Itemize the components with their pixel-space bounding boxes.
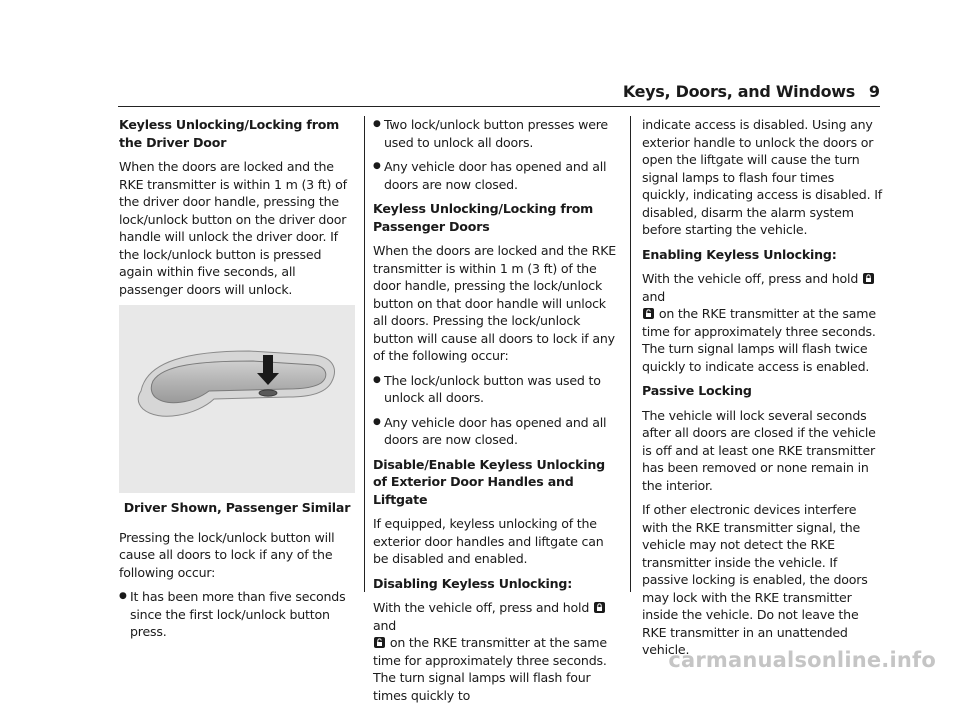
door-handle-illustration	[119, 305, 355, 493]
door-handle-figure	[119, 305, 355, 493]
watermark: carmanualsonline.info	[668, 648, 936, 672]
bullet-icon: ●	[373, 416, 381, 427]
paragraph: When the doors are locked and the RKE transmitter is within 1 m (3 ft) of the driver door handle, pressing the lock/unlock button on the driver door handle will unlock the driver door. If the lock/unlock button is pressed again within five seconds, all passenger doors will unlock.	[119, 159, 347, 297]
list-item: ● Any vehicle door has opened and all doors are now closed.	[373, 414, 607, 447]
paragraph: If equipped, keyless unlocking of the exterior door handles and liftgate can be disabled and enabled.	[373, 516, 604, 566]
column-3	[642, 116, 882, 666]
bullet-icon: ●	[373, 119, 381, 129]
figure-caption: Driver Shown, Passenger Similar	[123, 500, 351, 515]
paragraph: Pressing the lock/unlock button will cause all doors to lock if any of the following occur:	[119, 529, 335, 580]
heading-enabling: Enabling Keyless Unlocking:	[642, 246, 837, 262]
heading-passenger-doors: Keyless Unlocking/Locking from Passenger Doors	[373, 201, 594, 234]
bullet-icon: ●	[373, 161, 381, 171]
bullet-icon: ●	[373, 374, 381, 385]
paragraph: With the vehicle off, press and hold and on the RKE transmitter at the same time for approximately three seconds. The turn signal lamps will flash twice quickly to indicate access is enabled.	[642, 271, 876, 374]
page-number: 9	[868, 82, 880, 101]
paragraph: If other electronic devices interfere with the RKE transmitter signal, the vehicle may not detect the RKE transmitter inside the vehicle. If passive locking is enabled, the doors may lock with the RKE transmitter inside the vehicle. Do not leave the RKE transmitter in an unattended vehicle.	[642, 502, 868, 657]
lock-key-icon	[593, 601, 606, 614]
column-divider	[364, 116, 365, 592]
paragraph: When the doors are locked and the RKE transmitter is within 1 m (3 ft) of the door handle, pressing the lock/unlock button on that door handle will unlock all doors. Pressing the lock/unlock button will cause all doors to lock if any of the following occur:	[373, 243, 617, 363]
page-header	[0, 82, 960, 110]
paragraph: indicate access is disabled. Using any exterior handle to unlock the doors or open the liftgate will cause the turn signal lamps to flash four times quickly, indicating access is disabled. If disabled, disarm the alarm system before starting the vehicle.	[642, 117, 882, 237]
list-item: ● Two lock/unlock button presses were used to unlock all doors.	[373, 117, 608, 150]
paragraph: With the vehicle off, press and hold and on the RKE transmitter at the same time for approximately three seconds. The turn signal lamps will flash four times quickly to	[373, 600, 607, 703]
header-divider	[118, 106, 880, 107]
unlock-key-icon	[642, 307, 655, 320]
column-2	[373, 116, 618, 711]
list-item: ● It has been more than five seconds since the first lock/unlock button press.	[119, 589, 346, 639]
list-item: ● The lock/unlock button was used to unlock all doors.	[373, 372, 601, 405]
section-title: Keys, Doors, and Windows	[622, 82, 855, 101]
lock-key-icon	[862, 272, 875, 285]
bullet-icon: ●	[119, 591, 127, 601]
heading-passive-locking: Passive Locking	[642, 383, 752, 398]
heading-driver-door: Keyless Unlocking/Locking from the Driver Door	[119, 117, 340, 150]
unlock-key-icon	[373, 636, 386, 649]
list-item: ● Any vehicle door has opened and all doors are now closed.	[373, 159, 607, 192]
paragraph: The vehicle will lock several seconds after all doors are closed if the vehicle is off and at least one RKE transmitter has been removed or none remain in the interior.	[642, 407, 876, 493]
column-1	[119, 116, 355, 648]
heading-disable-enable: Disable/Enable Keyless Unlocking of Exterior Door Handles and Liftgate	[373, 456, 605, 507]
heading-disabling: Disabling Keyless Unlocking:	[373, 575, 573, 591]
column-divider	[630, 116, 631, 592]
